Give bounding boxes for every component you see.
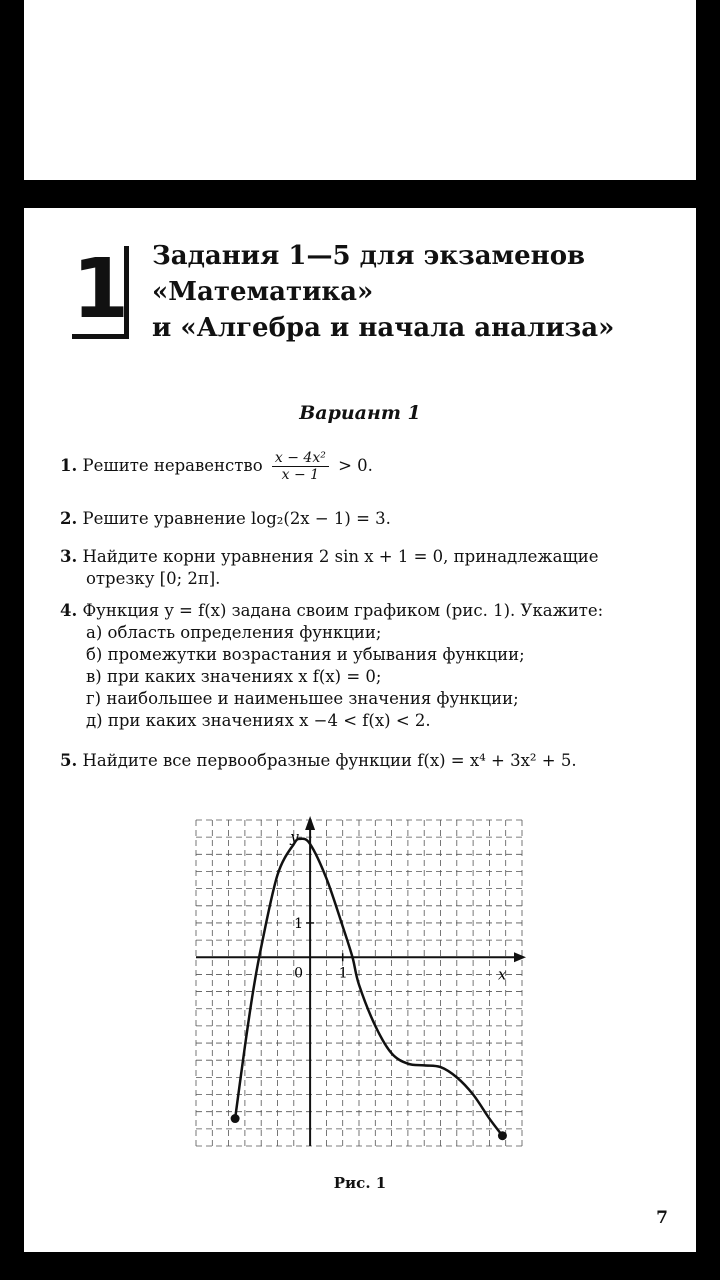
fraction-numerator: x − 4x² [272,450,329,467]
fraction [272,450,329,483]
previous-page-fragment [24,0,696,180]
task-1 [60,450,680,483]
subtask-d: г) наибольшее и наименьшее значения функции; [86,689,519,708]
chapter-title-line: Задания 1—5 для экзаменов [152,241,586,271]
task-text: Решите уравнение log₂(2x − 1) = 3. [82,509,391,528]
x-tick-label: 1 [338,965,348,982]
subtask-e: д) при каких значениях x −4 < f(x) < 2. [86,711,431,730]
endpoint-dot [231,1114,240,1123]
origin-tick-label: 0 [294,965,304,982]
task-5 [60,750,680,772]
chapter-number: 1 [72,242,130,337]
subtask-b: б) промежутки возрастания и убывания функции; [86,645,525,664]
textbook-page [24,208,696,1252]
task-text-tail: > 0. [338,456,373,475]
task-4 [60,600,680,732]
task-number: 5. [60,751,78,770]
task-3 [60,546,680,590]
function-curve [235,839,502,1136]
task-number: 3. [60,547,78,566]
subtask-a: а) область определения функции; [86,623,382,642]
endpoint-dot [498,1131,507,1140]
variant-heading: Вариант 1 [299,402,421,424]
subtask-c: в) при каких значениях x f(x) = 0; [86,667,382,686]
chapter-title [152,238,682,346]
y-axis-arrow [305,816,315,830]
page-number: 7 [656,1208,668,1228]
x-axis-label: x [498,965,507,984]
task-text: Найдите все первообразные функции f(x) = x⁴ + 3x² + 5. [82,751,577,770]
y-axis-label: y [290,828,299,846]
task-number: 1. [60,456,78,475]
task-text: Найдите корни уравнения 2 sin x + 1 = 0, принадлежащие [82,547,599,566]
task-text: Решите неравенство [82,456,263,475]
chapter-title-line: и «Алгебра и начала анализа» [152,313,615,343]
y-tick-label: 1 [294,915,304,932]
task-2 [60,508,680,530]
fraction-denominator: x − 1 [281,467,320,483]
figure-caption: Рис. 1 [333,1174,387,1192]
task-text: отрезку [0; 2π]. [86,569,221,588]
function-graph [184,808,534,1158]
task-number: 4. [60,601,78,620]
task-text: Функция y = f(x) задана своим графиком (рис. 1). Укажите: [82,601,604,620]
chapter-title-line: «Математика» [152,277,374,307]
x-axis-arrow [514,952,526,962]
task-number: 2. [60,509,78,528]
